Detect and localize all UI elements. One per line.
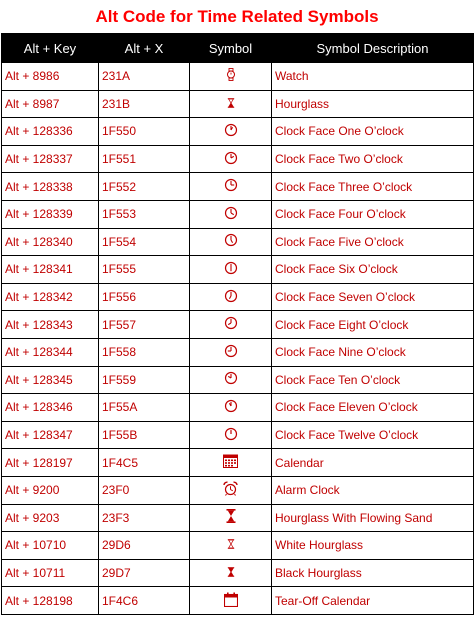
description-cell: Clock Face Eight O’clock (272, 311, 474, 339)
description-cell: Clock Face Seven O’clock (272, 283, 474, 311)
description-cell: Clock Face Five O’clock (272, 228, 474, 256)
symbol-cell (190, 228, 272, 256)
description-cell: White Hourglass (272, 532, 474, 560)
description-cell: Clock Face Three O’clock (272, 173, 474, 201)
alt-x-cell: 231B (99, 90, 190, 118)
table-row (2, 449, 474, 477)
symbol-cell (190, 587, 272, 615)
table-row (2, 145, 474, 173)
symbol-cell (190, 338, 272, 366)
clock-seven-icon (224, 289, 238, 306)
description-cell: Watch (272, 63, 474, 91)
table-row (2, 366, 474, 394)
alt-x-cell: 1F55A (99, 394, 190, 422)
alt-x-cell: 23F3 (99, 504, 190, 532)
hourglass-flowing-sand-icon (226, 509, 236, 526)
description-cell: Alarm Clock (272, 476, 474, 504)
symbol-cell (190, 476, 272, 504)
description-cell: Clock Face Nine O’clock (272, 338, 474, 366)
column-header-description: Symbol Description (272, 34, 474, 63)
alt-key-cell: Alt + 8987 (2, 90, 99, 118)
description-cell: Clock Face Two O’clock (272, 145, 474, 173)
alt-key-cell: Alt + 128337 (2, 145, 99, 173)
clock-four-icon (224, 206, 238, 223)
table-row (2, 200, 474, 228)
clock-five-icon (224, 233, 238, 250)
alarm-clock-icon (223, 481, 238, 499)
alt-x-cell: 1F552 (99, 173, 190, 201)
table-body (2, 63, 474, 615)
symbol-cell (190, 118, 272, 146)
alt-key-cell: Alt + 9200 (2, 476, 99, 504)
alt-x-cell: 29D6 (99, 532, 190, 560)
symbol-cell (190, 366, 272, 394)
table-row (2, 338, 474, 366)
alt-x-cell: 1F555 (99, 256, 190, 284)
alt-key-cell: Alt + 128336 (2, 118, 99, 146)
clock-nine-icon (224, 344, 238, 361)
clock-eleven-icon (224, 399, 238, 416)
alt-key-cell: Alt + 128339 (2, 200, 99, 228)
alt-key-cell: Alt + 128345 (2, 366, 99, 394)
watch-icon (226, 68, 236, 84)
description-cell: Tear-Off Calendar (272, 587, 474, 615)
symbol-cell (190, 63, 272, 91)
symbol-cell (190, 394, 272, 422)
alt-x-cell: 23F0 (99, 476, 190, 504)
table-row (2, 421, 474, 449)
alt-x-cell: 1F55B (99, 421, 190, 449)
symbol-cell (190, 90, 272, 118)
table-row (2, 532, 474, 560)
alt-key-cell: Alt + 10710 (2, 532, 99, 560)
alt-x-cell: 1F557 (99, 311, 190, 339)
description-cell: Clock Face One O’clock (272, 118, 474, 146)
alt-x-cell: 29D7 (99, 559, 190, 587)
table-row (2, 90, 474, 118)
column-header-alt-x: Alt + X (99, 34, 190, 63)
table-row (2, 587, 474, 615)
table-row (2, 228, 474, 256)
alt-x-cell: 1F559 (99, 366, 190, 394)
hourglass-icon (227, 97, 235, 112)
column-header-symbol: Symbol (190, 34, 272, 63)
table-row (2, 559, 474, 587)
alt-x-cell: 1F554 (99, 228, 190, 256)
clock-two-icon (224, 151, 238, 168)
alt-key-cell: Alt + 128342 (2, 283, 99, 311)
clock-one-icon (224, 123, 238, 140)
symbol-cell (190, 449, 272, 477)
symbol-cell (190, 504, 272, 532)
header-row (2, 34, 474, 63)
tear-off-calendar-icon (224, 592, 238, 610)
alt-key-cell: Alt + 128343 (2, 311, 99, 339)
clock-ten-icon (224, 371, 238, 388)
alt-x-cell: 1F550 (99, 118, 190, 146)
description-cell: Clock Face Four O’clock (272, 200, 474, 228)
alt-key-cell: Alt + 128340 (2, 228, 99, 256)
alt-x-cell: 1F4C5 (99, 449, 190, 477)
white-hourglass-icon (227, 538, 235, 553)
calendar-icon (223, 454, 238, 471)
clock-three-icon (224, 178, 238, 195)
symbol-table (1, 33, 474, 615)
alt-key-cell: Alt + 128347 (2, 421, 99, 449)
symbol-cell (190, 532, 272, 560)
table-row (2, 476, 474, 504)
alt-key-cell: Alt + 128344 (2, 338, 99, 366)
description-cell: Clock Face Twelve O’clock (272, 421, 474, 449)
table-row (2, 118, 474, 146)
table-row (2, 283, 474, 311)
alt-x-cell: 1F558 (99, 338, 190, 366)
description-cell: Hourglass (272, 90, 474, 118)
alt-key-cell: Alt + 128338 (2, 173, 99, 201)
symbol-cell (190, 559, 272, 587)
clock-eight-icon (224, 316, 238, 333)
table-row (2, 256, 474, 284)
clock-six-icon (224, 261, 238, 278)
description-cell: Clock Face Ten O’clock (272, 366, 474, 394)
alt-x-cell: 231A (99, 63, 190, 91)
alt-x-cell: 1F551 (99, 145, 190, 173)
table-row (2, 173, 474, 201)
table-row (2, 394, 474, 422)
table-row (2, 63, 474, 91)
description-cell: Clock Face Six O’clock (272, 256, 474, 284)
symbol-cell (190, 256, 272, 284)
symbol-cell (190, 283, 272, 311)
black-hourglass-icon (227, 566, 235, 581)
clock-twelve-icon (224, 427, 238, 444)
alt-key-cell: Alt + 8986 (2, 63, 99, 91)
symbol-cell (190, 173, 272, 201)
alt-x-cell: 1F553 (99, 200, 190, 228)
page-title: Alt Code for Time Related Symbols (95, 7, 379, 26)
description-cell: Hourglass With Flowing Sand (272, 504, 474, 532)
symbol-cell (190, 145, 272, 173)
alt-x-cell: 1F4C6 (99, 587, 190, 615)
alt-key-cell: Alt + 128346 (2, 394, 99, 422)
alt-x-cell: 1F556 (99, 283, 190, 311)
table-row (2, 311, 474, 339)
alt-key-cell: Alt + 128198 (2, 587, 99, 615)
description-cell: Black Hourglass (272, 559, 474, 587)
description-cell: Calendar (272, 449, 474, 477)
symbol-cell (190, 200, 272, 228)
alt-key-cell: Alt + 9203 (2, 504, 99, 532)
alt-key-cell: Alt + 10711 (2, 559, 99, 587)
alt-key-cell: Alt + 128341 (2, 256, 99, 284)
table-row (2, 504, 474, 532)
symbol-cell (190, 311, 272, 339)
column-header-alt-key: Alt + Key (2, 34, 99, 63)
symbol-cell (190, 421, 272, 449)
alt-key-cell: Alt + 128197 (2, 449, 99, 477)
description-cell: Clock Face Eleven O’clock (272, 394, 474, 422)
